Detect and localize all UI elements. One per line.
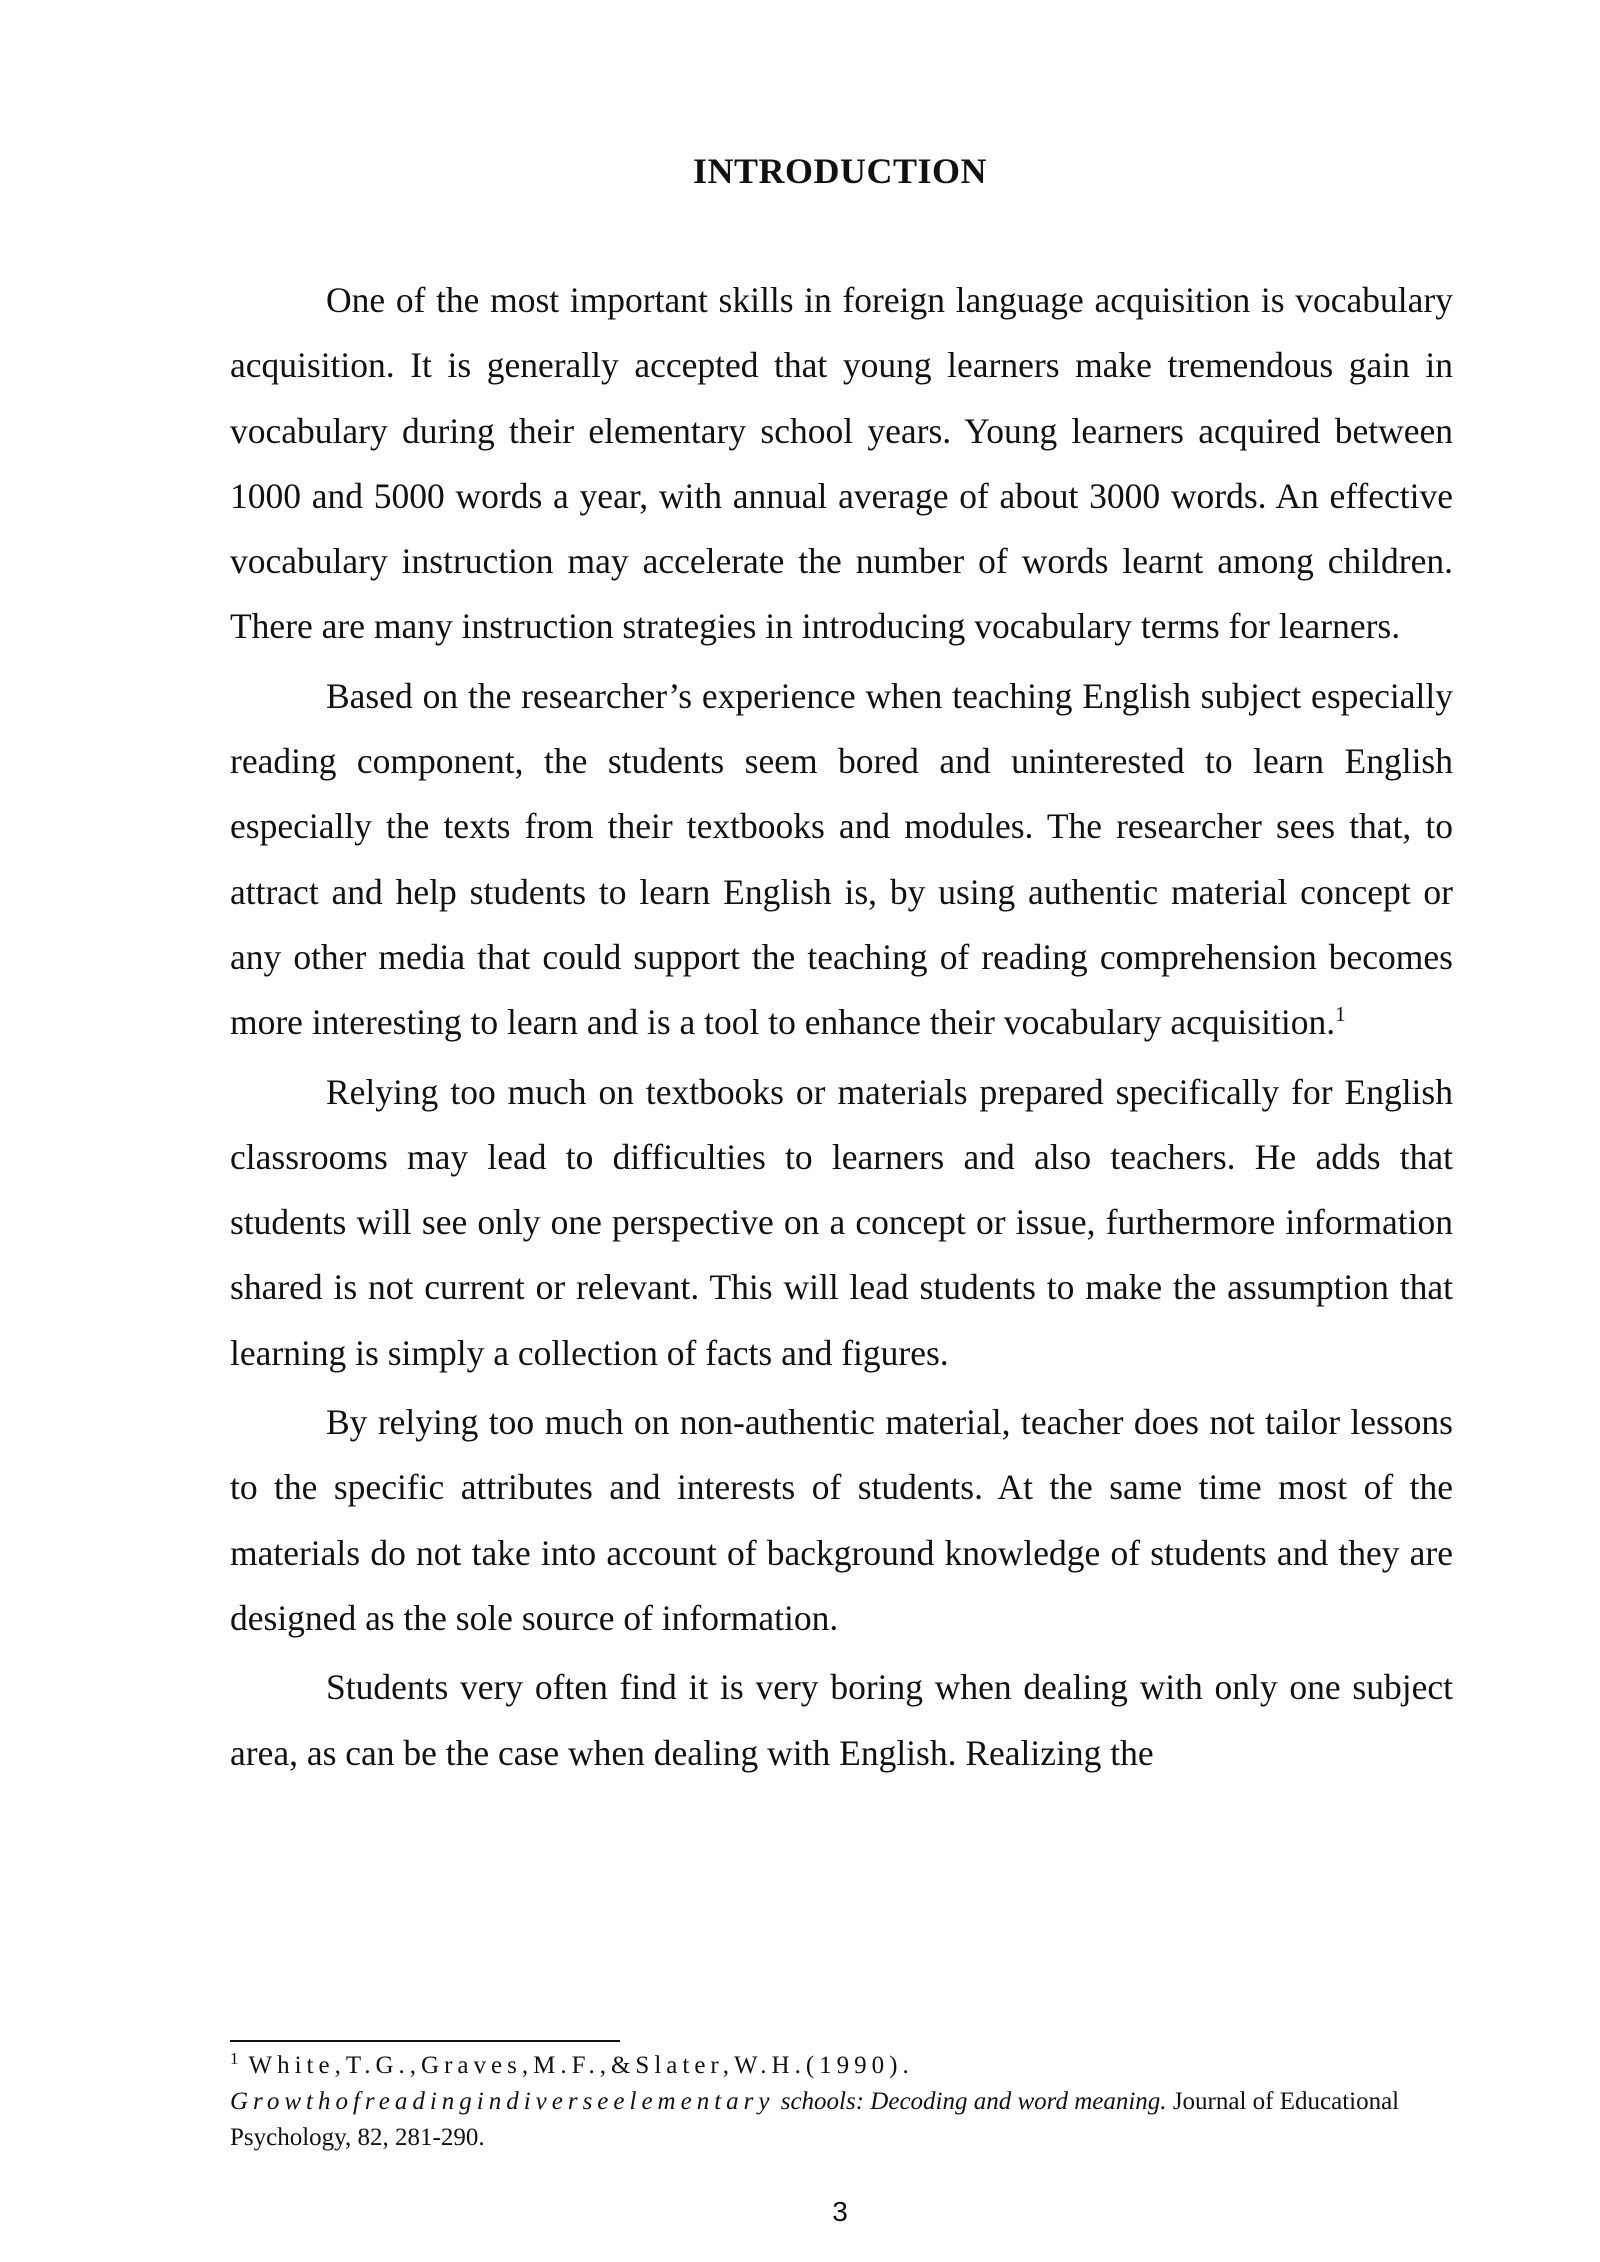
paragraph-4: By relying too much on non-authentic material, teacher does not tailor lessons to the specific attributes and interests of students. At the same time most of the materials do not take into account of background knowledge of students and they are designed as the sole source of information. xyxy=(230,1402,1453,1638)
footnote-reference[interactable]: 1 xyxy=(1335,1002,1346,1027)
footnote-separator xyxy=(230,2040,620,2042)
footnote-number: 1 xyxy=(230,2048,239,2068)
footnote-source: Journal of Educational Psychology, 82, 281-290. xyxy=(230,2088,1400,2151)
page-heading: INTRODUCTION xyxy=(692,151,988,191)
paragraph-3: Relying too much on textbooks or materials prepared specifically for English classrooms may lead to difficulties to learners and also teachers. He adds that students will see only one perspective on a concept or issue, furthermore information shared is not current or relevant. This will lead students to make the assumption that learning is simply a collection of facts and figures. xyxy=(230,1071,1453,1373)
paragraph-2: Based on the researcher’s experience when teaching English subject especially reading component, the students seem bored and uninterested to learn English especially the texts from their textbooks and modules. The researcher sees that, to attract and help students to learn English is, by using authentic material concept or any other media that could support the teaching of reading comprehension becomes more interesting to learn and is a tool to enhance their vocabulary acquisition.$^1$ xyxy=(230,675,1453,1043)
footnote-title: Growthofreadingindiverseelementary xyxy=(230,2088,775,2115)
body-text xyxy=(230,268,1453,1790)
footnote xyxy=(230,2048,1453,2156)
paragraph-5: Students very often find it is very boring when dealing with only one subject area, as can be the case when dealing with English. Realizing the xyxy=(230,1667,1453,1773)
page-number: 3 xyxy=(832,2196,848,2227)
footnote-title-rest: schools: Decoding and word meaning. xyxy=(774,2088,1167,2115)
paragraph-1: One of the most important skills in foreign language acquisition is vocabulary acquisition. It is generally accepted that young learners make tremendous gain in vocabulary during their elementary school years. Young learners acquired between 1000 and 5000 words a year, with annual average of about 3000 words. An effective vocabulary instruction may accelerate the number of words learnt among children. There are many instruction strategies in introducing vocabulary terms for learners. xyxy=(230,280,1453,647)
footnote-authors: White,T.G.,Graves,M.F.,&Slater,W.H.(1990). xyxy=(248,2052,914,2079)
